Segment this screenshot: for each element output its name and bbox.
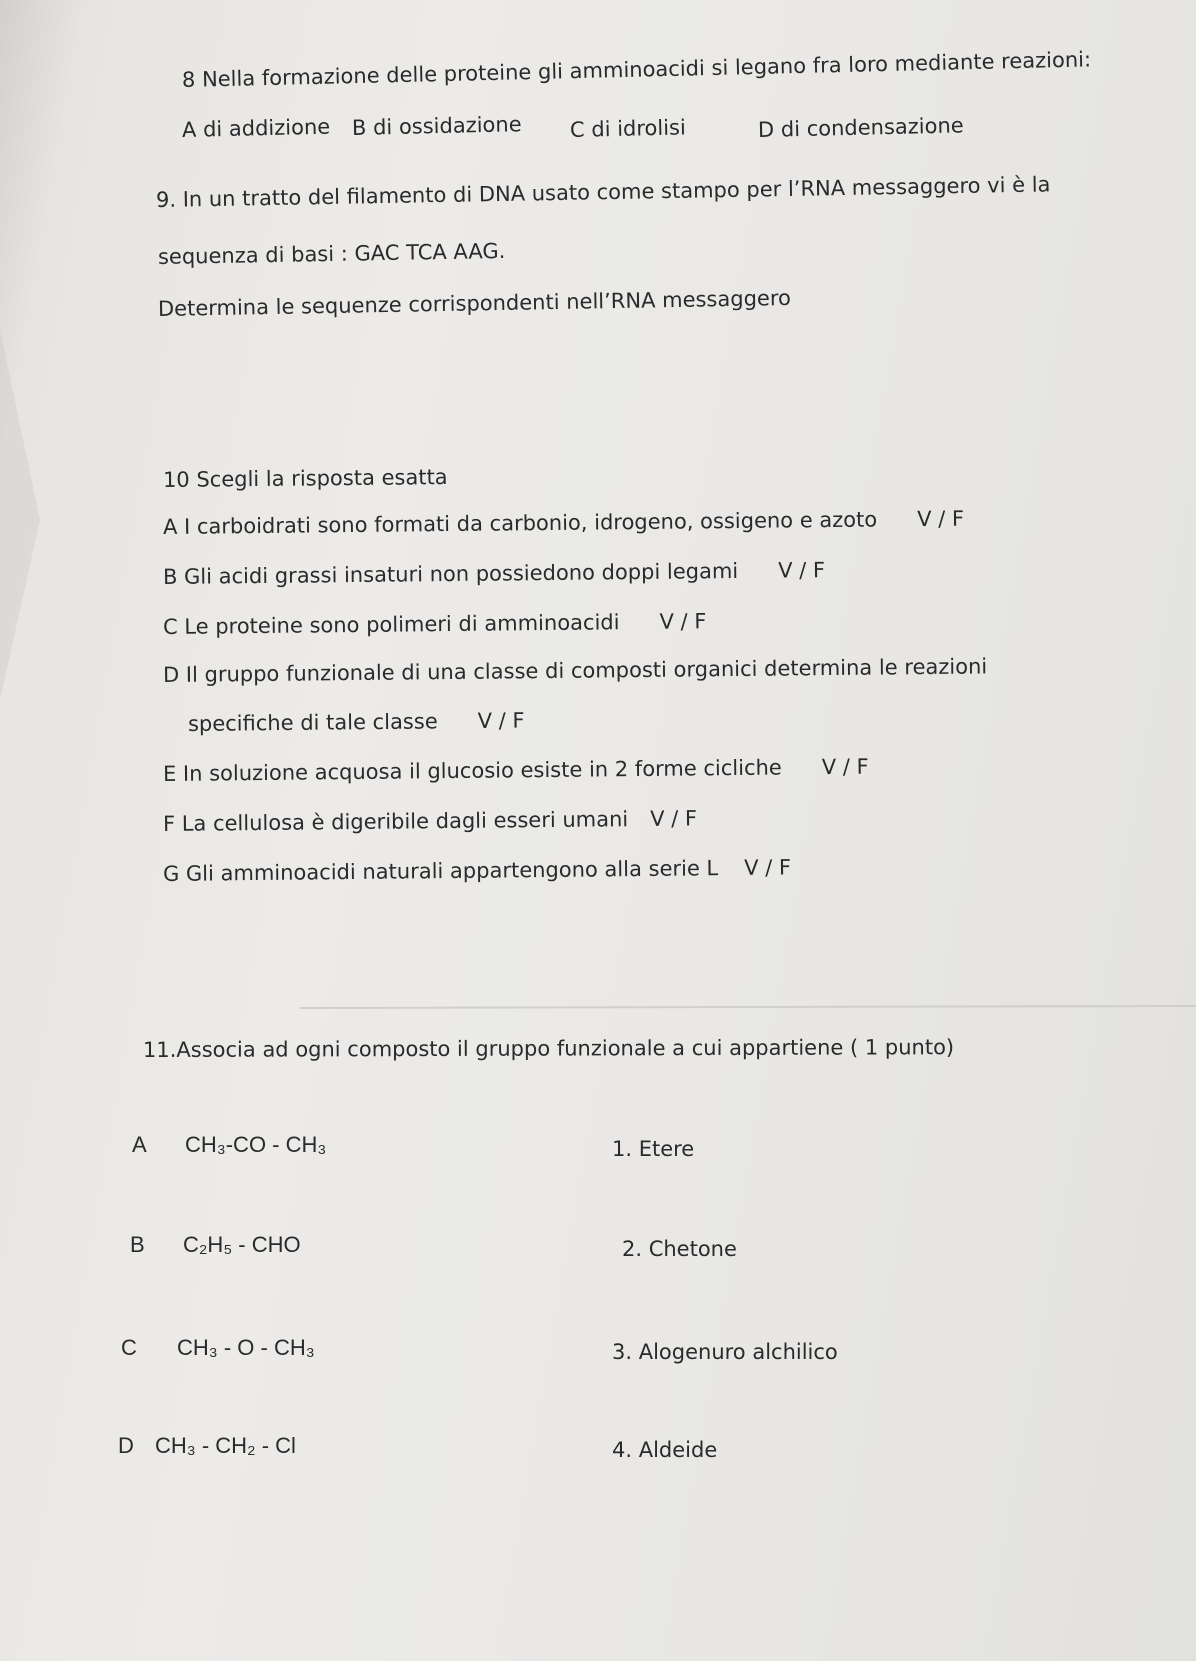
q11-compound-a-formula: CH₃-CO - CH₃: [185, 1132, 327, 1157]
q11-title: 11.Associa ad ogni composto il gruppo funzionale a cui appartiene ( 1 punto): [142, 1035, 955, 1062]
q10-item-c-text: C Le proteine sono polimeri di amminoacidi: [162, 610, 620, 639]
q8-question: 8 Nella formazione delle proteine gli amminoacidi si legano fra loro mediante reazioni:: [181, 47, 1092, 92]
q11-compound-d-letter: D: [118, 1433, 134, 1458]
q9-line-1: 9. In un tratto del filamento di DNA usato come stampo per l’RNA messaggero vi è la: [155, 172, 1051, 212]
q8-option-c: C di idrolisi: [569, 115, 687, 142]
q10-item-b-vf: V / F: [778, 558, 826, 583]
q11-group-3: 3. Alogenuro alchilico: [612, 1340, 838, 1364]
q11-group-1: 1. Etere: [612, 1137, 695, 1161]
q11-compound-d-formula: CH₃ - CH₂ - Cl: [155, 1433, 296, 1458]
q10-item-f-vf: V / F: [650, 806, 698, 831]
q10-item-d-vf: V / F: [477, 708, 525, 733]
q8-option-a: A di addizione: [181, 114, 331, 142]
q11-compound-a-letter: A: [132, 1132, 147, 1157]
q11-compound-c-letter: C: [121, 1335, 137, 1360]
q10-item-d-cont: [188, 708, 525, 736]
q8-option-d: D di condensazione: [757, 113, 964, 142]
q10-item-e-vf: V / F: [821, 754, 869, 780]
q8-option-b: B di ossidazione: [351, 112, 522, 140]
q10-item-f-text: F La cellulosa è digeribile dagli esseri umani: [162, 807, 629, 836]
q11-group-4: 4. Aldeide: [612, 1438, 718, 1462]
q10-item-e-text: E In soluzione acquosa il glucosio esiste in 2 forme cicliche: [162, 755, 782, 786]
q11-compound-b-letter: B: [130, 1232, 145, 1257]
q10-item-b-text: B Gli acidi grassi insaturi non possiedono doppi legami: [162, 558, 739, 589]
q10-title: 10 Scegli la risposta esatta: [162, 465, 448, 492]
q10-item-d-text: D Il gruppo funzionale di una classe di composti organici determina le reazioni: [162, 654, 988, 687]
q10-item-a-text: A I carboidrati sono formati da carbonio, idrogeno, ossigeno e azoto: [162, 507, 878, 539]
q10-item-d-cont-text: specifiche di tale classe: [187, 709, 438, 736]
q11-compound-b-formula: C₂H₅ - CHO: [183, 1232, 301, 1257]
q9-line-2: sequenza di basi : GAC TCA AAG.: [157, 238, 506, 269]
q11-compound-c-formula: CH₃ - O - CH₃: [177, 1335, 315, 1360]
q10-item-g-text: G Gli amminoacidi naturali appartengono alla serie L: [162, 856, 719, 886]
q10-item-g-vf: V / F: [744, 855, 792, 880]
q11-group-2: 2. Chetone: [622, 1237, 737, 1261]
q10-item-a-vf: V / F: [917, 506, 965, 532]
q10-item-c-vf: V / F: [659, 609, 707, 634]
q9-line-3: Determina le sequenze corrispondenti nell’RNA messaggero: [157, 285, 792, 321]
